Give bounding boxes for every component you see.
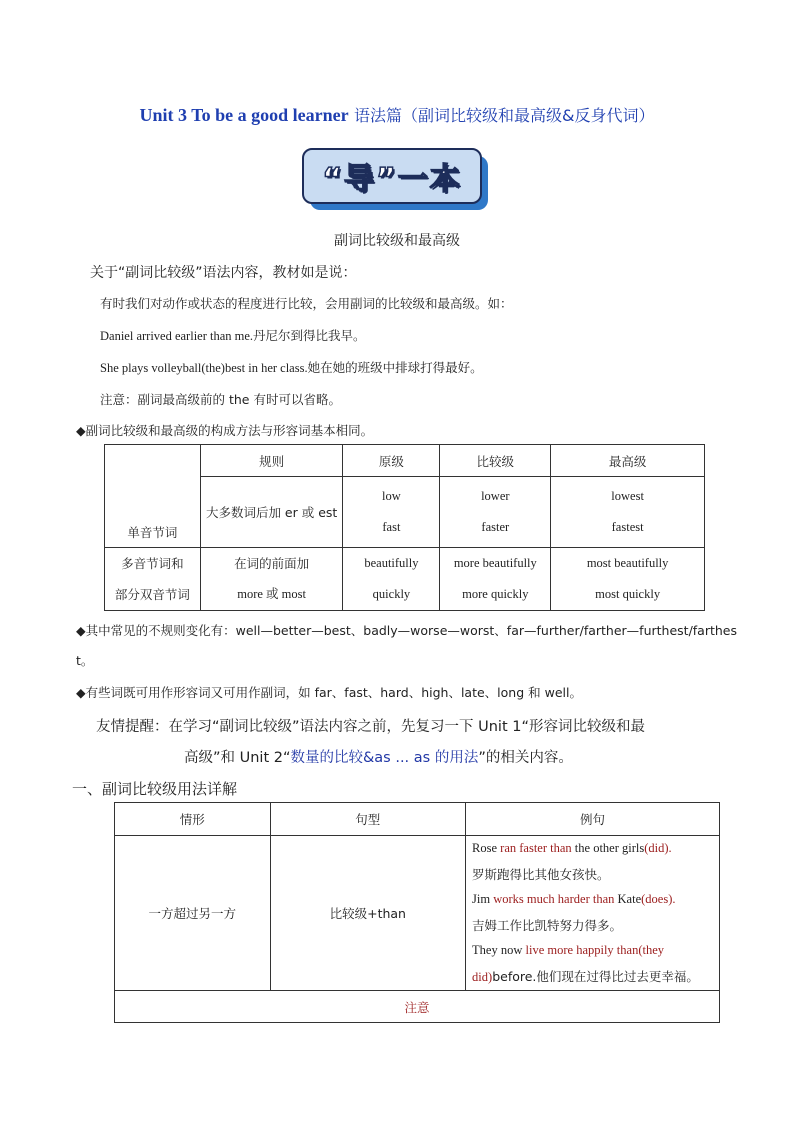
example-highlight: (did).	[644, 841, 672, 855]
section-title: 副词比较级和最高级	[334, 233, 460, 249]
bullet-formation: ◆副词比较级和最高级的构成方法与形容词基本相同。	[76, 423, 374, 438]
example-text: before.他们现在过得比过去更幸福。	[492, 968, 699, 984]
textbook-line-2: Daniel arrived earlier than me.丹尼尔到得比我早。	[100, 329, 366, 343]
example-sentence	[466, 836, 719, 862]
word: beautifully	[364, 555, 419, 570]
table-header-cell: 原级	[343, 445, 440, 477]
note-cell: 注意	[115, 991, 720, 1023]
word: quickly	[372, 586, 411, 601]
word: faster	[481, 519, 510, 534]
table-header-cell: 情形	[115, 803, 271, 836]
category-cell	[105, 547, 201, 610]
word: fastest	[611, 519, 644, 534]
badge-box	[302, 148, 482, 204]
rule-cell	[200, 547, 343, 610]
table-header-cell: 句型	[270, 803, 466, 836]
example-highlight: works much harder than	[493, 892, 615, 906]
category-line: 多音节词和	[121, 555, 184, 571]
section-badge	[302, 148, 492, 214]
word: lowest	[611, 488, 644, 503]
example-sentence	[466, 938, 719, 964]
example-highlight: live more happily than	[525, 943, 639, 957]
table-header-cell: 最高级	[551, 445, 705, 477]
word: fast	[382, 519, 401, 534]
intro-text: 关于“副词比较级”语法内容，教材如是说：	[90, 265, 357, 281]
example-text: They now	[472, 943, 526, 957]
example-highlight: (they	[638, 943, 665, 957]
example-sentence	[466, 964, 719, 991]
table-header-cell: 比较级	[440, 445, 551, 477]
base-cell	[343, 547, 440, 610]
rule-line: more 或 most	[237, 586, 306, 601]
word: most beautifully	[586, 555, 669, 570]
pattern-cell: 比较级+than	[270, 836, 466, 991]
bullet-irregular-line-1: ◆其中常见的不规则变化有：well—better—best、badly—worse—worst、far—further/farther—furthest/farthes	[76, 623, 738, 638]
formation-table	[104, 444, 705, 611]
rule-cell: 大多数词后加 er 或 est	[200, 477, 343, 548]
bullet-irregular-line-2: t。	[76, 653, 94, 668]
comparative-cell	[440, 477, 551, 548]
table-header-row	[105, 445, 705, 477]
title-english: Unit 3 To be a good learner	[139, 105, 349, 125]
examples-cell	[466, 836, 720, 991]
superlative-cell	[551, 547, 705, 610]
table-header-cell: 例句	[466, 803, 720, 836]
usage-table	[114, 802, 720, 1023]
example-text: Jim	[472, 892, 494, 906]
word: most quickly	[595, 586, 661, 601]
table-row	[105, 477, 705, 548]
reminder-line-1: 友情提醒：在学习“副词比较级”语法内容之前，先复习一下 Unit 1“形容词比较级和最	[96, 719, 645, 735]
example-text: the other girls	[571, 841, 645, 855]
table-row	[115, 836, 720, 991]
section-heading: 一、副词比较级用法详解	[72, 780, 238, 798]
reminder-text: ”的相关内容。	[478, 750, 573, 766]
example-text: Kate	[614, 892, 642, 906]
example-highlight: (does).	[641, 892, 676, 906]
base-cell	[343, 477, 440, 548]
example-translation: 罗斯跑得比其他女孩快。	[472, 866, 610, 882]
table-row	[105, 547, 705, 610]
textbook-line-4: 注意：副词最高级前的 the 有时可以省略。	[100, 392, 341, 407]
textbook-line-3: She plays volleyball(the)best in her class.她在她的班级中排球打得最好。	[100, 361, 483, 375]
badge-text: “导”一本	[322, 162, 462, 197]
table-header-row	[115, 803, 720, 836]
rule-line: 在词的前面加	[234, 555, 310, 571]
comparative-cell	[440, 547, 551, 610]
category-line: 部分双音节词	[114, 586, 190, 602]
word: more beautifully	[453, 555, 537, 570]
reminder-highlight: 数量的比较&as ... as 的用法	[290, 750, 479, 766]
example-highlight: did)	[472, 969, 493, 984]
superlative-cell	[551, 477, 705, 548]
table-row	[115, 991, 720, 1023]
category-cell: 单音节词	[105, 477, 201, 548]
textbook-line-1: 有时我们对动作或状态的程度进行比较，会用副词的比较级和最高级。如：	[100, 296, 513, 311]
example-translation: 吉姆工作比凯特努力得多。	[472, 917, 623, 933]
reminder-text: 高级”和 Unit 2“	[184, 750, 291, 766]
table-corner-cell	[105, 445, 201, 477]
word: more quickly	[462, 586, 529, 601]
situation-cell: 一方超过另一方	[115, 836, 271, 991]
example-text: Rose	[472, 841, 501, 855]
title-chinese: 语法篇（副词比较级和最高级&反身代词）	[353, 106, 655, 125]
page-title	[0, 103, 794, 126]
example-sentence	[466, 887, 719, 913]
word: low	[382, 488, 401, 503]
table-header-cell: 规则	[200, 445, 343, 477]
example-highlight: ran faster than	[500, 841, 572, 855]
word: lower	[481, 488, 510, 503]
reminder-line-2	[184, 746, 573, 767]
bullet-both-forms: ◆有些词既可用作形容词又可用作副词，如 far、fast、hard、high、late、long 和 well。	[76, 685, 582, 700]
